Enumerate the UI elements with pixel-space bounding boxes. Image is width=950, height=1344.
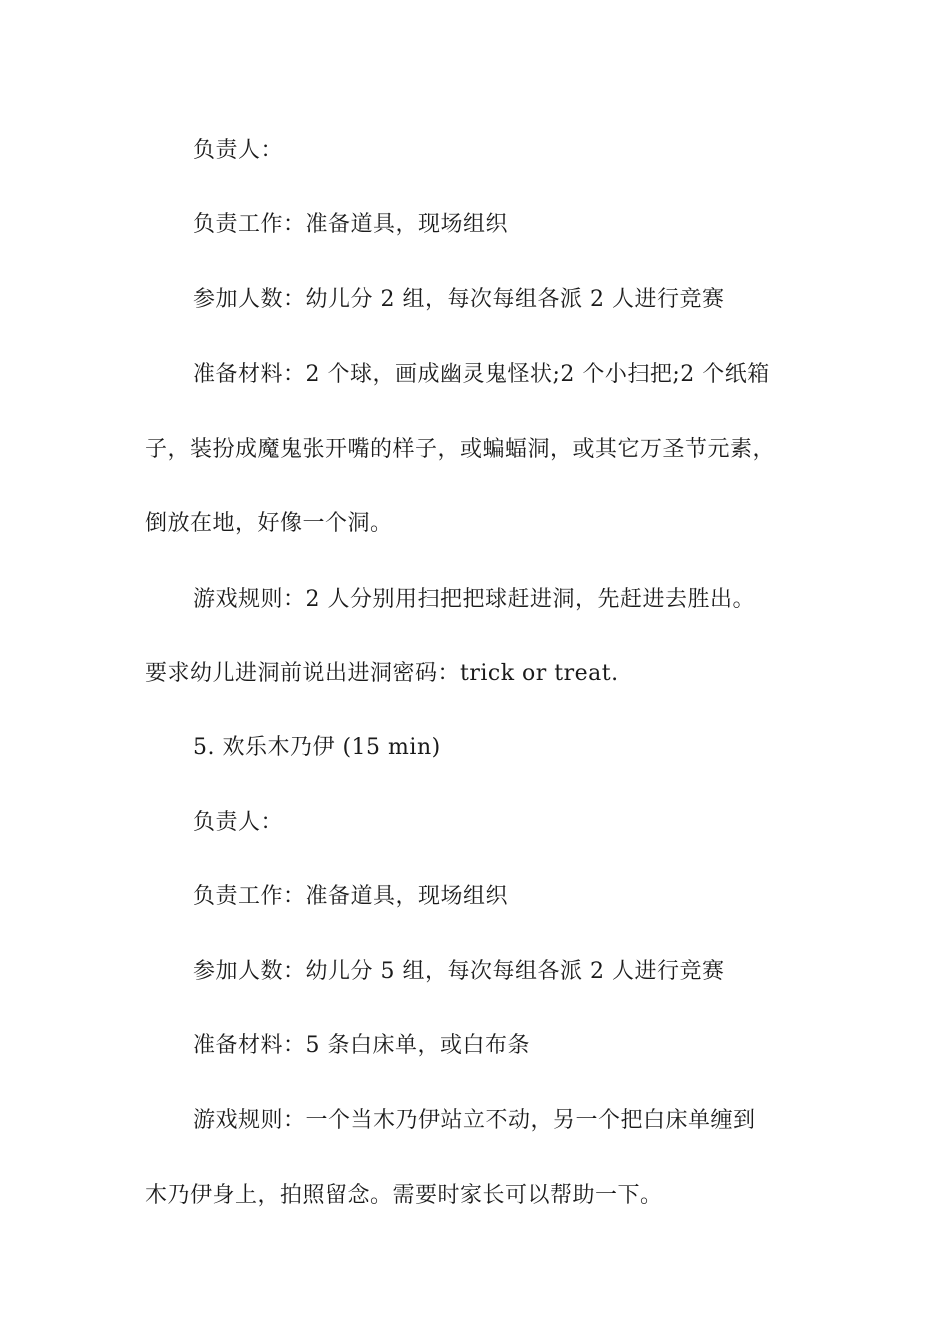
materials-line-1-cont-a: 子，装扮成魔鬼张开嘴的样子，或蝙蝠洞，或其它万圣节元素， — [145, 437, 776, 462]
materials-line-2: 准备材料：5 条白床单，或白布条 — [193, 1033, 530, 1058]
game-rules-line-2-cont: 木乃伊身上，拍照留念。需要时家长可以帮助一下。 — [145, 1183, 663, 1208]
materials-line-1: 准备材料：2 个球，画成幽灵鬼怪状;2 个小扫把;2 个纸箱 — [193, 362, 770, 387]
game-rules-line-2: 游戏规则：一个当木乃伊站立不动，另一个把白床单缠到 — [193, 1108, 756, 1133]
participants-line-1: 参加人数：幼儿分 2 组，每次每组各派 2 人进行竞赛 — [193, 287, 725, 312]
responsible-work-line-1: 负责工作：准备道具，现场组织 — [193, 212, 509, 237]
responsible-person-label-2: 负责人： — [193, 810, 284, 835]
section-heading-mummy: 5. 欢乐木乃伊 (15 min) — [193, 735, 441, 760]
materials-line-1-cont-b: 倒放在地，好像一个洞。 — [145, 511, 393, 536]
responsible-work-line-2: 负责工作：准备道具，现场组织 — [193, 884, 509, 909]
game-rules-line-1: 游戏规则：2 人分别用扫把把球赶进洞，先赶进去胜出。 — [193, 587, 755, 612]
game-rules-line-1-cont: 要求幼儿进洞前说出进洞密码：trick or treat. — [145, 661, 619, 686]
participants-line-2: 参加人数：幼儿分 5 组，每次每组各派 2 人进行竞赛 — [193, 959, 725, 984]
responsible-person-label-1: 负责人： — [193, 138, 284, 163]
